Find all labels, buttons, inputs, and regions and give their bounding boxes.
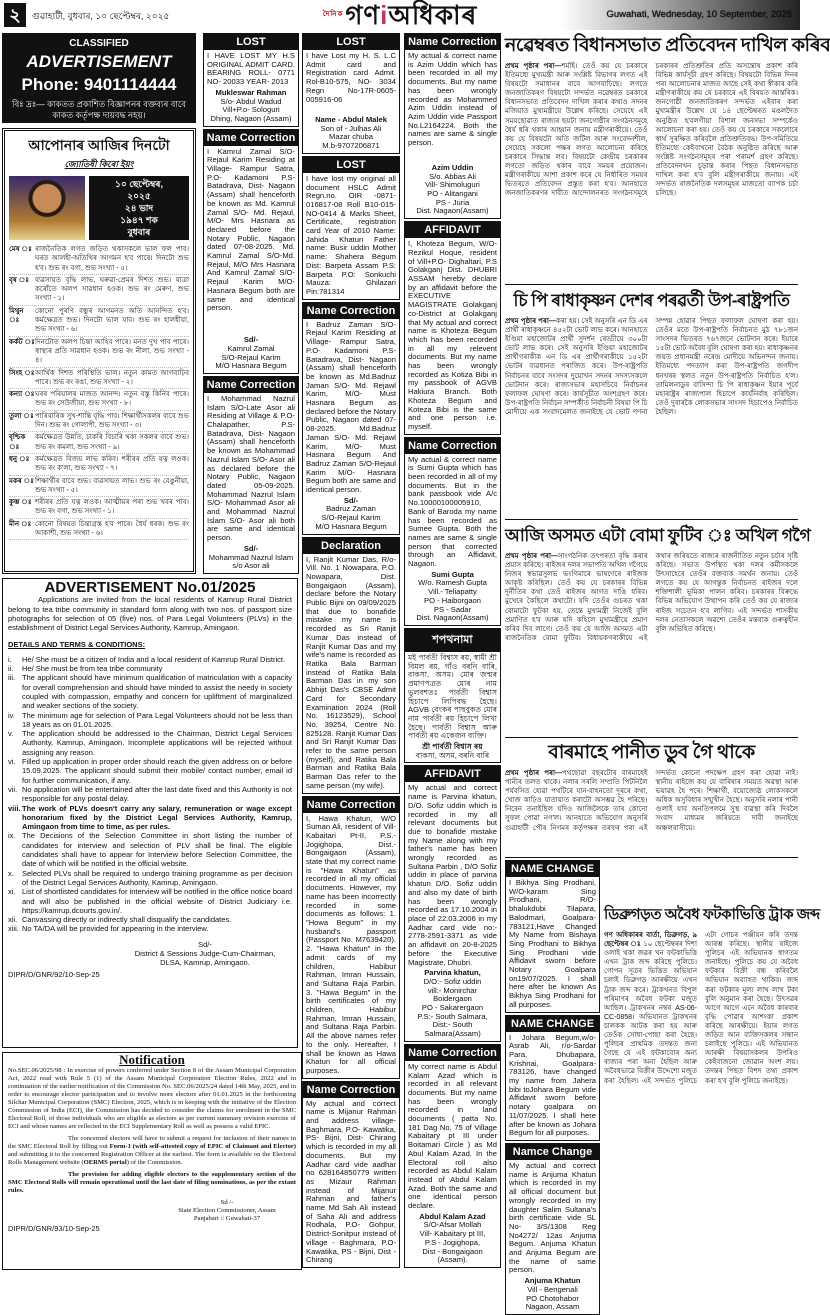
signature-line: Nagaon, Assam bbox=[525, 1302, 580, 1312]
notice-heading: Name Correction bbox=[405, 1045, 500, 1061]
notice-box bbox=[203, 33, 299, 127]
signature-line: PO - Sakarergaon bbox=[421, 1003, 484, 1013]
signature-line: Anjuma Khatun bbox=[524, 1276, 581, 1286]
item-text: The application should be addressed to the Chairman, District Legal Services Authority, Kamrup, Amingaon. Incomplete applications will be rejected without assigning any reason. bbox=[22, 729, 292, 757]
para2-text: The concerned electors will have to submit a request for inclusion of their names in the SMC Electoral Roll by filling out bbox=[8, 1135, 296, 1150]
item-number: vii. bbox=[8, 784, 18, 794]
signature-line: Dist:- South Salmara(Assam) bbox=[424, 1020, 481, 1039]
notice-body: I HAVE LOST MY H.S ORIGINAL ADMIT CARD. BEARING ROLL- 0771 NO- 20033 YEAR- 2013 bbox=[207, 51, 295, 87]
sign-name: মিথুন ঃ bbox=[9, 307, 24, 325]
article-body: পথছোৱা বছৰটোৰ বাৰমাহেই পানীৰ তলত থাকে। নলাৰ সৰলি সম্প্ৰতি পিটনিলৈ পৰ্যবসিত হোৱা পথটিৰে যান-বাহনতো দূৰৰে কথা, খোজ কাঢ়িও যাতায়াত কৰাটো অসম্ভৱ হৈ পৰিছে। নিৰেন তনাইছিল যদিও আজিলৈকে তাৰ কোনো সুফল পোৱা নগ'ল। আনহাতে অভিযোগ অনুসৰি গুৱাহাটী পৌৰ নিগমৰ কৰ্তৃপক্ষৰ তৰফৰ পৰা এই সন্দৰ্ভত কোনো পদক্ষেপ গ্ৰহণ কৰা হোৱা নাই। স্থানীয় ৰাইজে কয় যে বাৰিষাৰ সময়ত অৱস্থা আৰু ভয়াৱহ হৈ পৰে। শিক্ষাৰ্থী, বয়োজ্যেষ্ঠ লোকসকলে অধিক অসুবিধাৰ সন্মুখীন হৈছে। অনুসৰি নলাৰ পানী গুলাই যাব অনতিপলমে সুস্থ ব্যৱস্থা কৰি দিবলৈ সংবাদ মাধ্যমৰ জৰিয়তে দাবী জনাইছে অঞ্চলবাসীয়ে। bbox=[505, 770, 798, 832]
notification-title: Notification bbox=[119, 1052, 185, 1067]
notice-box bbox=[404, 1044, 501, 1268]
notice-heading: LOST bbox=[303, 157, 399, 173]
signature-line: Dist. Nagaon(Assam) bbox=[416, 206, 489, 216]
headline: আজি অসমত এটা বোমা ফুটিব ঃ অখিল গগৈ bbox=[505, 526, 811, 545]
signature-line: S/O-Rejaul Karim bbox=[321, 513, 381, 523]
terms-item bbox=[8, 869, 292, 888]
advertisement-title: ADVERTISEMENT No.01/2025 bbox=[44, 579, 256, 596]
logo-right: অধিকাৰ bbox=[388, 0, 478, 30]
terms-item bbox=[8, 887, 292, 915]
terms-item bbox=[8, 785, 292, 804]
terms-item bbox=[8, 915, 292, 924]
headline: নৱেম্বৰত বিধানসভাত প্ৰতিবেদন দাখিল কৰিব bbox=[505, 35, 830, 56]
item-text: Selected PLVs shall be required to undergo training programme as per decision of the District Legal Services Authority, Kamrup, Amingaon. bbox=[22, 868, 292, 887]
item-number: iv. bbox=[8, 710, 15, 720]
item-text: Canvassing directly or indirectly shall disqualify the candidates. bbox=[22, 915, 232, 925]
notice-heading: LOST bbox=[204, 34, 298, 50]
sign-name: মীন ঃ bbox=[9, 520, 32, 528]
sign-prediction: আৰ্থিক দিশত পৰিস্থিতি ভাল। নতুন কামত আগবাঢ়িব পাৰে। শুভ ৰং ৰঙা, শুভ সংখ্যা - ২। bbox=[35, 369, 189, 386]
sign-prediction: কোনো পুৰণি বন্ধুৰ আগমনত অতি আনন্দিত হ'ব। কৰ্মক্ষেত্ৰত শুভ। দিনটো ভাল যাব। শুভ ৰং হালধীয়া, শুভ সংখ্যা - ৬। bbox=[35, 307, 189, 334]
signature-line: Dist. Nagaon(Assam) bbox=[416, 613, 489, 623]
notice-heading: AFFIDAVIT bbox=[405, 222, 500, 238]
sign-name: বৃষ ঃ bbox=[9, 276, 29, 284]
signature-line: Vill+P.o- Sologuri bbox=[222, 105, 280, 115]
sign-name: বৃশ্চিক ঃ bbox=[9, 434, 26, 451]
signature-line: Mukleswar Rahman bbox=[215, 87, 287, 97]
signature-line: S/O-Afsar Mollah bbox=[423, 1220, 482, 1230]
notice-box bbox=[302, 537, 400, 794]
item-text: The minimum age for selection of Para Legal Volunteers should not be less than 18 years as on 01.01.2025. bbox=[22, 710, 292, 729]
horoscope-sign-row bbox=[9, 275, 189, 306]
signature-line: W/o. Ramesh Gupta bbox=[418, 578, 487, 588]
sign-prediction: পাৰিবাৰিক সুখ-শান্তি বৃদ্ধি পাব। শিক্ষাৰ্থীসকলৰ বাবে শুভ দিন। শুভ ৰং গোলাপী, শুভ সংখ্যা - ৩। bbox=[35, 412, 189, 430]
oerms-portal: OERMS portal bbox=[83, 1159, 127, 1166]
signature-line: M/O Hasnara Begum bbox=[315, 521, 387, 531]
sign-prediction: কোনো বিষয়ত চিন্তাগ্ৰস্ত হ'ব পাৰে। ধৈৰ্য ধৰক। শুভ ৰং আকাশী, শুভ সংখ্যা - ৬। bbox=[35, 520, 189, 538]
signature-line: P.S:- South Salmara, bbox=[417, 1011, 488, 1021]
dipr-reference: DIPR/D/GNR/92/10-Sep-25 bbox=[8, 969, 100, 979]
signature-line: P.S - Jogighopa, bbox=[424, 1237, 481, 1247]
item-number: xii. bbox=[8, 915, 18, 925]
notice-body: My actual and correct name is Parvina khatun, D/O. Sofiz uddin which is recorded in my all relevant documents but due to bonafide mistake my Name along with my father's name has been wrongly recorded as Sultana Parbin , D/O Sofiz uddin in place of parvina khatun D/O. Sofiz uddin and also my date of birth has been wrongly recorded as 17.10.2004 in place of 22.03.2006 in my Aadhar card vide no:- 2778-2591-3371 as vide an affidavit on 20-8-2025 before the Executive Magistrate, Dhubri. bbox=[408, 783, 497, 967]
classified-note: বিঃ দ্ৰঃ— কাকতত প্ৰকাশিত বিজ্ঞাপনৰ বক্তব্যৰ বাবে কাকত কৰ্তৃপক্ষ দায়বদ্ধ নহয়। bbox=[12, 99, 186, 120]
notice-body: I have lost my original all document HSLC Admit Regn.no. OIR -0871-016817-08 Roll B10-015-NO-0414 & Marks Sheet, Certificate, registration card Year of 2010 Name: Jahida Khatun Father name: Busir uddin Mother name: Shahera Begum Dist: Barpeta Assam P.S: Barpeta P.O: Sonkuchi Mauza: Ghilazari Pin:781314 bbox=[306, 173, 396, 296]
horoscope-date-line: ১০ ছেপ্টেম্বৰ, bbox=[115, 179, 163, 189]
signature-line: Kamrul Zamal bbox=[227, 343, 275, 353]
horoscope-signs bbox=[9, 244, 189, 540]
signatory-address: Panjabari :: Guwahati-37 bbox=[193, 1215, 261, 1222]
classified-box bbox=[2, 33, 196, 123]
logo-prefix: দৈনিক bbox=[322, 11, 344, 18]
horoscope-sign-row bbox=[9, 497, 189, 519]
logo-mid: i bbox=[380, 0, 389, 30]
sd-label: Sd /- bbox=[220, 1199, 234, 1206]
news-article-1 bbox=[505, 33, 830, 285]
signature-line: বাকসা, অসম, বৰনি বাৰি bbox=[415, 750, 490, 760]
horoscope-sign-row bbox=[9, 306, 189, 337]
terms-list bbox=[8, 655, 292, 934]
notice-body: I Bikhya Sing Prodhani, W/O-karam Sing Prodhani, R/O-bhalukdubi Tilapara, Balodmari, Goalpara-783121,Have Changed My Name from Bishaya Sing Prodhani to Bikhya Sing Prodhani vide Affidavit sworn before Notary Goalpara on19/07/2025. I shall here after be known As Bikhya Sing Prodhani for all purposes. bbox=[509, 878, 596, 1009]
article-lead: প্ৰথম পৃষ্ঠাৰ পৰা— bbox=[505, 770, 563, 777]
notice-box bbox=[404, 221, 501, 434]
date-assamese: গুৱাহাটী, বুধবাৰ, ১০ ছেপ্টেম্বৰ, ২০২৫ bbox=[32, 11, 170, 21]
notice-signature bbox=[303, 116, 399, 153]
signature-line: Sd/- bbox=[343, 495, 359, 505]
notice-signature bbox=[303, 497, 399, 534]
horoscope-sign-row bbox=[9, 368, 189, 390]
notices-column-3 bbox=[302, 33, 400, 1270]
signature-line: Vill - Bengenali bbox=[527, 1284, 578, 1294]
signature-line: Name - Abdul Malek bbox=[315, 115, 387, 125]
signature-line: Azim Uddin bbox=[431, 162, 474, 172]
notice-box bbox=[302, 1081, 400, 1268]
horoscope-sign-row bbox=[9, 244, 189, 275]
news-article-5 bbox=[604, 862, 820, 1270]
notice-body: I have Lost my H. S. L.C Admit card and Registration card Admit. Rol-B10-575, NO- 3034 Regn No-17R-0605-005916-06 bbox=[306, 51, 396, 104]
classified-phone: Phone: 9401114444 bbox=[21, 75, 177, 94]
notice-signature bbox=[405, 743, 500, 762]
horoscope-sign-row bbox=[9, 389, 189, 411]
horoscope-sign-row bbox=[9, 411, 189, 433]
signature-line: Mohammad Nazrul Islam bbox=[208, 552, 294, 562]
item-text: The Decisions of the Selection Committee in short listing the number of candidates for interview and selection of PLV shall be final. The eligible candidates shall have to appear for Interview before Selection Committee, the date of which will be notified in the official website. bbox=[22, 831, 292, 869]
signature-line: S/O-Rejaul Karim bbox=[221, 352, 281, 362]
notice-body: My actual and correct name is Mijanur Rahman and address village- Baghmara, P.O- Kawatika, PS- Bijni, Dist- Chirang which is recorded in my all documents. But my Aadhar card vide aadhar no 628164850779 written as Mizaur Rahman instead of Mijanur Rahman and father's name Md Sah Ali instead of Saha Ali and address Rodhala, P.O- Gohpur, District-Sonitpur instead of village - Baghmara, P.O- Kawatika, PS - Bijni, Dist - Chirang bbox=[306, 1098, 396, 1265]
signature-line: Mazar chuba bbox=[329, 132, 373, 142]
logo-left: গণ bbox=[345, 0, 381, 30]
article-lead: প্ৰথম পৃষ্ঠাৰ পৰা— bbox=[505, 553, 559, 560]
sign-name: সিংহ ঃ bbox=[9, 369, 35, 377]
horoscope-date-line: বুধবাৰ bbox=[127, 227, 151, 237]
notice-box bbox=[404, 628, 501, 763]
signature-line: vill:- Monirchar Boidergaon bbox=[427, 985, 478, 1004]
notice-heading: Name Correction bbox=[303, 797, 399, 813]
notice-heading: Name Correction bbox=[405, 438, 500, 454]
signature-line: Abdul Kalam Azad bbox=[419, 1211, 486, 1221]
notice-body: I Mohammad Nazrul Islam S/O-Late Asor ali Residing at Village & P.O- Chalapather, P.S- Batadrava, Dist- Nagaon (Assam) shall henceforth be known as Mohammad Nazrul Islam S/O- Asor ali as declared before the Notary Public, Nagaon dated 05-09-2025. Mohammad Nazrul Islam S/O- Mohammad Asor ali and Mohammad Nazrul Islam S/O- Asor ali both are same and identical person. bbox=[207, 393, 295, 543]
notice-heading: Declaration bbox=[303, 538, 399, 554]
classified-label: CLASSIFIED bbox=[69, 38, 129, 49]
item-number: i. bbox=[8, 654, 12, 664]
notice-heading: NAME CHANGE bbox=[506, 861, 599, 877]
horoscope-date-line: ১৯৪৭ শক bbox=[120, 215, 158, 225]
sign-prediction: শৰীৰৰ প্ৰতি যত্ন লওক। আত্মীয়ৰ পৰা শুভ খবৰ পাব। শুভ ৰং বগা, শুভ সংখ্যা - ১। bbox=[35, 499, 189, 516]
signature-line: S/o. Abbas Ali bbox=[429, 171, 476, 181]
signature-line: শ্ৰী পাৰ্বতী বিশ্বাস ৰয় bbox=[422, 742, 483, 752]
signature-line: s/o Asor ali bbox=[232, 561, 270, 571]
horoscope-author: জ্যোতিষী কিৰো ইয়ং bbox=[64, 159, 134, 169]
item-number: x. bbox=[8, 868, 14, 878]
headline: চি পি ৰাধাকৃষ্ণন দেশৰ পৰৱৰ্তী উপ-ৰাষ্ট্ৰপতি bbox=[513, 291, 790, 310]
horoscope-box bbox=[2, 128, 196, 574]
signature-line: Dist - Bongaigaon (Assam). bbox=[422, 1246, 483, 1265]
notification-signature bbox=[158, 1199, 296, 1223]
notice-body: My actual & correct name is Sumi Gupta which has been recorded in all of my documents. But in the bank passbook vide A/c No.10000100005910, Bank of Baroda my name has been recorded as Sumee Gupta. Both the names are same & single person that corrected through an Affidavit, Nagaon. bbox=[408, 454, 497, 569]
item-number: xiii. bbox=[8, 924, 19, 934]
horoscope-sign-row bbox=[9, 454, 189, 476]
item-number: vi. bbox=[8, 757, 16, 767]
notice-heading: NAME CHANGE bbox=[506, 1016, 599, 1032]
notice-body: My actual and correct name is Anjuma Khatun which is recorded in my all official document but wrongly recorded in my daughter Salim Sultana's birth certificate vide SL No- 3/S/1308 Reg No4272/ 12as Anjuma Begum. Anjuma Khatun and Anjuma Begum are the name of same person. bbox=[509, 1160, 596, 1275]
news-article-3 bbox=[505, 523, 811, 738]
horoscope-sign-row bbox=[9, 476, 189, 498]
notices-column-4 bbox=[404, 33, 501, 1270]
headline: বাৰমাহে পানীত ডুব গৈ থাকে bbox=[548, 742, 755, 763]
headline: ডিব্ৰুগড়ত অবৈধ ফটকাভিত্তি ট্ৰাক জব্দ bbox=[604, 906, 820, 923]
terms-item bbox=[8, 655, 292, 664]
signatory: State Election Commissioner, Assam bbox=[178, 1207, 276, 1214]
article-lead: প্ৰথম পৃষ্ঠাৰ পৰা— bbox=[505, 63, 562, 70]
notice-signature bbox=[405, 969, 500, 1041]
notice-signature bbox=[405, 1213, 500, 1267]
article-body: সাংগঠনিক তৎপৰতা বৃদ্ধি কৰাৰ প্ৰয়াস কৰিছে। ৰাইজৰ দলৰ সভাপতি অখিল গগৈয়ে নিজৰ স্বভাৱসুলভ ভংগিমাৰে ভাষণেৰে ৰাইজক আকৃষ্ট কৰিছিল। তেওঁ কয় যে চৰকাৰৰ বিভিন্ন দুৰ্নীতিৰ কথা তেওঁ ৰাইজৰ আগত দাঙি ধৰিব। মুখেৰে কৈছিলে কথাটো। যদি তেওঁৰ গুচৰত থকা বোমাটো ফুটকা হয়, তেন্তে মুখ্যমন্ত্ৰী নিজেই বুলি প্ৰমাণিত হ'ব আৰু যদি কহিলে মুখ্যমন্ত্ৰীয়ে প্ৰমাণ কৰিব দিব লাগে। তেওঁ কয় যে আজি অসমত এটা ৰাজনৈতিক বোমা ফুটিব। বিধায়কগৰাকীয়ে এই কথাৰ জৰিয়তে ৰাজ্যৰ ৰাজনীতিত নতুন চৰ্চাৰ সৃষ্টি কৰিছে। সভাত উপস্থিত থকা দলৰ কৰ্মীসকলে উৎসাহেৰে তেওঁৰ বক্তব্যক সমৰ্থন জনায়। তেওঁ লগতে কয় যে আগন্তুক নিৰ্বাচনত ৰাইজৰ দলে শক্তিশালী ভূমিকা পালন কৰিব। চৰকাৰৰ বিৰুদ্ধে বিভিন্ন অভিযোগ উত্থাপন কৰি তেওঁ কয় যে ৰাজ্যৰ ৰাইজ সচেতন হ'ব লাগিব। এই সন্দৰ্ভত শাসকীয় দলৰ নেতাসকলে অৱশ্যে তেওঁৰ মন্তব্যক গুৰুত্বহীন বুলি অভিহিত কৰিছে। bbox=[505, 553, 798, 642]
advertisement-signature bbox=[118, 940, 292, 968]
horoscope-sign-row bbox=[9, 432, 189, 454]
signature-line: PO Chotohabor bbox=[526, 1293, 579, 1303]
notice-heading: Name Correction bbox=[303, 1082, 399, 1098]
notice-box bbox=[404, 437, 501, 626]
terms-item bbox=[8, 729, 292, 757]
notice-heading: LOST bbox=[303, 34, 399, 50]
signature-line: Parvina khatun, bbox=[424, 968, 481, 978]
astrologer-photo bbox=[9, 176, 85, 240]
signature-line: S/o- Abdul Wadud bbox=[220, 96, 282, 106]
terms-item bbox=[8, 673, 292, 710]
item-text: The work of PLVs doesn't carry any salary, remuneration or wage except honorarium fixed by the District Legal Services Authority, Kamrup, Amingaon from time to time, as per rules. bbox=[22, 803, 292, 832]
notice-signature bbox=[405, 571, 500, 625]
article-body: কৰা হয়। সেই অনুসৰি এন ডি এৰ প্ৰাৰ্থী ৰাধাকৃষ্ণনে ৪৫২টা ভোট লাভ কৰে। আনহাতে ইণ্ডিয়া মহাজোটৰ প্ৰাৰ্থী সুদৰ্শন ৰেড্ডীয়ে ৩০০টা ভোট লাভ কৰে। সেই অনুসৰি ইণ্ডিয়া মহাজোটৰ প্ৰাৰ্থীগৰাকীক এন ডি এৰ প্ৰাৰ্থীগৰাকীয়ে ১৫২টা ভোটৰ ব্যৱধানত পৰাজিত কৰে। উপ-ৰাষ্ট্ৰপতি নিৰ্বাচনৰ বাবে সংসদৰ দুয়োখন সদনৰ সদস্যসকলে ভোটদান কৰে। ৰাজ্যসভাৰ মহাসচিবে নিৰ্বাচনৰ ফলাফল ঘোষণা কৰে। কাৰ্যসূচীত অংশগ্ৰহণ কৰে। উপ-ৰাষ্ট্ৰপতি নিৰ্বাচন সম্পৰ্কীত নিৰ্বাচনী বিষয়া পি চি মোদীয়ে এক সংবাদমেলত জনাইছে যে ভোট গণনা সম্পন্ন হোৱাৰ পিছত ফলাফল ঘোষণা কৰা হয়। তেওঁৰ মতে উপ-ৰাষ্ট্ৰপতি নিৰ্বাচনত মুঠ ৭৮১জন সাংসদৰ ভিতৰত ৭৬৭জনে ভোটদান কৰে। ইয়াৰে ১৫টা ভোট অবৈধ বুলি ঘোষণা কৰা হয়। ৰাধাকৃষ্ণনৰ জয়ত প্ৰধানমন্ত্ৰী নৰেন্দ্ৰ মোদীয়ে অভিনন্দন জনায়। ইতিমধ্যে পদত্যাগ কৰা উপ-ৰাষ্ট্ৰপতি জগদীপ ধনখৰৰ স্থলত নতুন উপ-ৰাষ্ট্ৰপতি নিৰ্বাচিত হ'ল। তামিলনাডুৰ বাসিন্দা চি পি ৰাধাকৃষ্ণন ইয়াৰ পূৰ্বে মহাৰাষ্ট্ৰৰ ৰাজ্যপাল হিচাপে কাৰ্যনিৰ্বাহ কৰিছিল। তেওঁ দুবাৰকৈ লোকসভাৰ সাংসদ হিচাপেও নিৰ্বাচিত হৈছিল। bbox=[505, 318, 798, 416]
sd-label: Sd/- bbox=[198, 939, 212, 949]
notice-body: I, Khoteza Begum, W/O- Rezikul Hoque, resident of Vill+P.O- Dighaltari, P.S Golakganj Dist. DHUBRI ASSAM hereby declare by an affidavit before the EXECUTIVE MAGISTRATE Golakganj co-District at Golakganj that My actual and correct name is Khoteza Begum which has been recorded in all my relevent documents. But my name has been wrongly recorded as Kotiza Bibi in my passbook of AGVB Hakiura Branch. Both Khoteza Begum and Koteza Bibi is the same and one person i.e. myself. bbox=[408, 239, 497, 431]
notice-body: I Johara Begum,w/o- Asrab Ali, r/o-Sardar Para, Dhubapara, Krishnai, Goalpara- 783126, have changed my name from Jahera bibi toJohara Begum vide Affidavit sworn before notary goalpara on 11/07/2025. I shall here after be known as Johara Begum for all purposes. bbox=[509, 1032, 596, 1138]
notice-box bbox=[302, 796, 400, 1079]
notice-signature bbox=[506, 1277, 599, 1314]
terms-item bbox=[8, 831, 292, 868]
horoscope-sign-row bbox=[9, 337, 189, 368]
horoscope-title: আপোনাৰ আজিৰ দিনটো bbox=[28, 137, 170, 153]
sign-prediction: কৰ্মক্ষেত্ৰত বিজয় লাভ কৰিব। শৰীৰৰ প্ৰতি যত্ন লওক। শুভ ৰং ক'লা, শুভ সংখ্যা - ৭। bbox=[35, 455, 189, 473]
notice-signature bbox=[204, 89, 298, 126]
signature-line: PO - Alitangani bbox=[427, 189, 478, 199]
notice-box bbox=[505, 860, 600, 1013]
notices-column-2 bbox=[203, 33, 299, 576]
advertisement-intro: Applications are invited from the local residents of Kamrup Rural District belong to tea tribe community in standard form along with two nos. of passport size photographs for selection of 05 (five) nos. of Para Legal Volunteers (PLVs) in the establishment of District Legal Services Authority, Kamrup, Amingaon. bbox=[8, 595, 292, 633]
sign-prediction: ব্যৱসায়ত বৃদ্ধি লাভ, ঘৰুৱা-প্ৰেমৰ দিশত শুভ। যাত্ৰা কৰোঁতে অলপ সাৱধান হওক। শুভ ৰং মেৰুণ, শুভ সংখ্যা - ১। bbox=[35, 276, 189, 303]
notice-body: মই পাৰ্বতী বিশ্বাস ৰয়, স্বামী শ্ৰী বিমল ৰয়, গাঁও বৰনি বাৰি, বাকসা, অসম। মোৰ জন্মৰ প্ৰমাণপত্ৰত মোৰ নাম ভুলবশতঃ পাৰ্বতী বিশ্বাস হিচাপে লিপিবদ্ধ হৈছে। AGVB বেংকৰ পাছবুকত মোৰ নাম পাৰ্বতী ৰয় হিচাপে লিখা হৈছে। পাৰ্বতী বিশ্বাস আৰু পাৰ্বতী ৰয় একেজন ব্যক্তি। bbox=[408, 653, 497, 741]
sign-prediction: ৰাজনৈতিক লগত জড়িত থকাসকলে ভাল ফল পাব। ঘৰত আলহী-অতিথিৰ আগমন হ'ব পাৰে। দিনটো শুভ হ'ব। শুভ ৰং বগা, শুভ সংখ্যা - ৫। bbox=[35, 246, 189, 272]
signature-line: Vill.- Teliapatty bbox=[428, 587, 477, 597]
terms-item bbox=[8, 664, 292, 673]
notice-body: I, Hawa Khatun, W/O Suman Ali, resident of Vill-Kabaitari Pt-II, P.S.- Jogighopa, Dist.- Bongaigaon (Assam), state that my correct name is "Hawa Khatun" as recorded in all my official documents. However, my name has been incorrectly recorded in some documents as follows: 1. "Howa Begum" in my husband's passport (Passport No. M7639420). 2. "Hawa Khatun" in the admit cards of my children, Habibur Rahman, Imran Hussain, and Sultana Raja Parbin. 3. "Hawa Begum" in the birth certificates of my children, Habibur Rahman, Imran Hussain, and Sultana Raja Parbin. All the above names refer to the only. Hereafter, I shall be known as Hawa Khatun for all official purposes. bbox=[306, 813, 396, 1075]
notice-body: My actual & correct name is Azim Uddin which has been recorded in all my documents. But my name has been wrongly recorded as Mohammed Azim Uddin instead of Azim Uddin vide Passport No.L2164224. Both the names are same & single person. bbox=[408, 51, 497, 148]
item-text: List of shortlisted candidates for interview will be notified in the office notice board and will also be published in the official website of District Judiciary i.e. https://kamrup.dcourts.gov.in/. bbox=[22, 887, 293, 915]
notice-heading: শপথনামা bbox=[405, 629, 500, 652]
notice-heading: Name Correction bbox=[204, 377, 298, 393]
notice-heading: Name Correction bbox=[303, 303, 399, 319]
signature-line: Sd/- bbox=[243, 543, 259, 553]
advertisement-plv bbox=[2, 578, 298, 1048]
notice-box bbox=[404, 33, 501, 219]
sign-prediction: কৰ্মক্ষেত্ৰত উন্নতি, চাকৰি বিচাৰি থকা সকলৰ বাবে শুভ। শুভ ৰং কমলা, শুভ সংখ্যা - ৯। bbox=[35, 434, 189, 451]
signature-line: Sumi Gupta bbox=[431, 569, 474, 579]
notice-box bbox=[302, 302, 400, 535]
signature-line: Vill- Kabaitary pt III, bbox=[419, 1229, 486, 1239]
signature-line: PS - Juria bbox=[435, 197, 470, 207]
notice-box bbox=[203, 376, 299, 574]
notice-signature bbox=[204, 545, 298, 573]
notice-body: I, Ranjit Kumar Das, R/o- Vill. No. 1 Nowapara, P.O. Nowapara, Dist. Bongaigaon (Assam), declare before the Notary Public Bijni on 09/09/2025 that due to bonafide mistake my name is recorded as Sri Ranjit Kumar Das instead of Ranjit Kumar Das and my wife's name is recorded as Ratika Bala Barman instead of Ratika Bala Barman Das in my son Abhijit Das's CBSE Admit Card for Secondary Examination 2024 (Roll No. 16123529), School No. 39254, Centre No. 825128. Ranjit Kumar Das and Sri Ranjit Kumar Das refer to the same person (myself), and Ratika Bala Barman and Ratika Bala Barman Das refer to the same person (my wife). bbox=[306, 554, 396, 790]
sign-name: তুলা ঃ bbox=[9, 412, 34, 420]
item-number: xi. bbox=[8, 887, 16, 897]
horoscope-date-line: ২০২৫ bbox=[127, 191, 151, 201]
horoscope-date-box bbox=[89, 176, 189, 240]
item-number: ii. bbox=[8, 664, 14, 674]
signature-line: M.b-9707206871 bbox=[322, 141, 380, 151]
notice-body: I Badruz Zaman S/O- Rejaul Karim Residing at Village- Rampur Satra, P.O- Kadamoni P.S- Batadrava, Dist- Nagaon (Assam) shall henceforth be known as Md.Badruz Jaman S/O- Md. Rejawl Karim, M/O- Must Hasnara Begum as declared before the Notary Public, Nagaon dated 07-08-2025. Md.Badruz Jaman S/O- Md. Rejawl Karim, M/O- Must Hasnara Begum And Badruz Zaman S/O-Rejaul Karim M/O- Hasnara Begum both are same and identical person. bbox=[306, 319, 396, 495]
sign-name: মেষ ঃ bbox=[9, 246, 32, 253]
signatory-office: DLSA, Kamrup, Amingaon. bbox=[160, 958, 250, 968]
terms-item bbox=[8, 711, 292, 730]
item-text: No application will be entertained after the last date fixed and this Authority is not responsible for any postal delay. bbox=[22, 784, 292, 804]
item-text: The applicant should have minimum qualification of matriculation with a capacity for overall comprehension and should have minded to assist the needy in society coupled with compassion, empathy and concern for upliftment of marginalized and weaker sections of the society. bbox=[22, 673, 292, 711]
notice-heading: Name Correction bbox=[405, 34, 500, 50]
sign-prediction: ঘৰৰ পৰিয়ালৰ মাজত আনন্দ। নতুন বস্তু কিনিব পাৰে। শুভ ৰং সেউজীয়া, শুভ সংখ্যা - ৮। bbox=[35, 391, 189, 408]
newspaper-logo bbox=[290, 0, 510, 30]
signature-line: M/O Hasnara Begum bbox=[215, 361, 287, 371]
notice-signature bbox=[405, 164, 500, 218]
dipr-reference: DIPR/D/GNR/93/10-Sep-25 bbox=[8, 1224, 100, 1233]
news-article-4 bbox=[505, 740, 798, 858]
sign-prediction: শিক্ষাৰ্থীৰ বাবে শুভ। ব্যৱসায়ত লাভ। শুভ ৰং বেঙুনীয়া, শুভ সংখ্যা - ৫। bbox=[35, 477, 189, 494]
signature-line: Vill- Shimoluguri bbox=[425, 180, 480, 190]
item-number: viii. bbox=[8, 803, 21, 813]
sign-name: কন্যা ঃ bbox=[9, 391, 35, 399]
notice-box bbox=[505, 1143, 600, 1315]
item-text: No TA/DA will be provided for appearing in the interview. bbox=[22, 924, 209, 934]
notification-para-3: The provision for adding eligible electors to the supplementary section of the SMC Electoral Rolls will remain operational until the last date of filing nominations, as per the extant rules. bbox=[8, 1171, 296, 1194]
details-heading: DETAILS AND TERMS & CONDITIONS: bbox=[8, 640, 146, 650]
signature-line: Dhing, Nagaon (Assam) bbox=[210, 113, 292, 123]
item-text: Filled up application in proper order should reach the given address on or before 15.09.2025. The applicant should submit their mobile/ contact number, email id for further communication, if any. bbox=[22, 757, 292, 785]
sec-notification bbox=[2, 1052, 302, 1270]
item-number: ix. bbox=[8, 831, 16, 841]
news-article-2 bbox=[505, 288, 798, 520]
item-number: v. bbox=[8, 729, 14, 739]
article-lead: গণ অধিকাৰৰ বাৰ্তা, ডিব্ৰুগড়, ৯ ছেপ্টেম্বৰ ঃ bbox=[604, 932, 697, 949]
horoscope-date-line: ২৪ ভাদ bbox=[124, 203, 154, 213]
notice-heading: Namce Change bbox=[506, 1144, 599, 1160]
notice-box bbox=[404, 765, 501, 1041]
signatory: District & Sessions Judge-Cum-Chairman, bbox=[134, 948, 276, 958]
sign-name: কৰ্কট ঃ bbox=[9, 338, 35, 346]
article-body: ১০ ছেপ্টেম্বৰৰ দিশা ওলাই থকা জৱৰ খন ফটকাভিত্তি এখন ট্ৰাক জব্দ কৰিছে পুলিচে। গোপন সূত্ৰৰ ভিত্তিত অভিযান চলাই ডিব্ৰুগড় আৰক্ষীয়ে এখন ট্ৰাক জব্দ কৰে। ট্ৰাকখনত বিপুল পৰিমাণৰ অবৈধ ফটকা মজুত আছিল। ট্ৰাকখনৰ নম্বৰ AS-06-CC-0858। অভিযানত ট্ৰাকখনৰ চালকক আটক কৰা হয় আৰু তেওঁক সোধা-পোছা কৰা হৈছে। পুলিচৰ প্ৰাথমিক তদন্তত জনা গৈছে যে এই ফটকাবোৰ অন্য ৰাজ্যৰ পৰা অনা হৈছিল আৰু অবৈধভাৱে বিক্ৰীৰ উদ্দেশ্যে মজুত কৰা হৈছিল। এই সন্দৰ্ভত পুলিচে এটা গোচৰ পঞ্জীয়ন কৰি তদন্ত আৰম্ভ কৰিছে। স্থানীয় ৰাইজে পুলিচৰ এই অভিযানক স্বাগতম জনাইছে। পুলিচে কয় যে অবৈধ ফটকাৰ বিক্ৰী বন্ধ কৰিবলৈ অভিযান অব্যাহত থাকিব। জব্দ কৰা ফটকাৰ মূল্য লাখ লাখ টকা বুলি অনুমান কৰা হৈছে। উৎসৱৰ আগে আগে এনে অবৈধ কাৰবাৰ বৃদ্ধি পোৱাৰ আশংকা প্ৰকাশ কৰিছে আৰক্ষীয়ে। ইয়াৰ লগত জড়িত আন ব্যক্তিসকলৰ সন্ধান চলাইছে পুলিচে। এই অভিযানত আৰক্ষী বিষয়াসকলৰ উপৰিও কেইবাজনো জোৱান অংশ লয়। তদন্তৰ পিছত বিশদ তথ্য প্ৰকাশ কৰা হ'ব বুলি পুলিচে জনাইছে। bbox=[604, 932, 798, 1085]
signature-line: PS - Sadar bbox=[433, 604, 472, 614]
article-body: শৰ্মাই। তেওঁ কয় যে চৰকাৰে ইতিমধ্যে মুখ্যমন্ত্ৰী আৰু সংশ্লিষ্ট বিভাগৰ লগত এই বিষয়টো সমাধানৰ বাবে আগবাঢ়িছে। লগতে জনজাতিকৰণ বিষয়টো সন্দৰ্ভত নৱেম্বৰত চৰকাৰে বিধানসভাত প্ৰতিবেদন দাখিল কৰাৰ কথাও সদনৰ মজিয়াত মুখ্যমন্ত্ৰীয়ে উল্লেখ কৰিছে। সেয়েহে এই সময়ছোৱাত ৰাজ্যৰ ছয়টা জনগোষ্ঠীৰ সংগঠনসমূহে ধৈৰ্য ধৰি থকাৰ আহ্বান জনায় মন্ত্ৰীগৰাকীয়ে। তেওঁ কয় যে বিষয়টো অতি জটিল আৰু সংবেদনশীল, সেয়েহে সকলো পক্ষৰ লগত আলোচনা কৰিহে চৰকাৰে সিদ্ধান্ত লব। বিষয়টো কেন্দ্ৰীয় চৰকাৰৰ লগতো জড়িত থকাৰ বাবে সময়ৰ প্ৰয়োজন। মন্ত্ৰীগৰাকীয়ে আশা প্ৰকাশ কৰে যে নিৰ্ধাৰিত সময়ৰ ভিতৰতে প্ৰতিবেদন প্ৰস্তুত কৰা হ'ব। আনহাতে জনজাতিকৰণৰ দাবীত আন্দোলনৰত সংগঠনসমূহে চৰকাৰৰ প্ৰতিশ্ৰুতিৰ প্ৰতি অসন্তোষ প্ৰকাশ কৰি বিভিন্ন কাৰ্যসূচী গ্ৰহণ কৰিছে। বিষয়টো বিভিন্ন দিনৰ পৰা আলোচনাৰ মাজত আছে সেই কথা স্বীকাৰ কৰি মন্ত্ৰীগৰাকীয়ে কয় যে চৰকাৰে এই বিষয়ত আন্তৰিক। জনগোষ্ঠী জনজাতিকৰণ সন্দৰ্ভত এইবাৰ কৰা মুখ্যমন্ত্ৰীৰ উল্লেখ যে ১৪ ছেপ্টেম্বৰত মঙলদৈত অনুষ্ঠিত হ'বলগীয়া বিশাল জনসভা সম্পৰ্কেও আলোচনা কৰা হয়। তেওঁ কয় যে চৰকাৰে সকলোৰে স্বাৰ্থ সুৰক্ষিত কৰিবলৈ প্ৰতিশ্ৰুতিবদ্ধ। উপ-সমিতিয়ে ইতিমধ্যে কেইবাখনো বৈঠক অনুষ্ঠিত কৰিছে আৰু সংশ্লিষ্ট সংগঠনসমূহৰ পৰা পৰামৰ্শ গ্ৰহণ কৰিছে। প্ৰতিবেদনখন চূড়ান্ত কৰাৰ পিছত বিধানসভাত দাখিল কৰা হ'ব বুলি মন্ত্ৰীগৰাকীয়ে জনায়। এই সন্দৰ্ভত ৰাজনৈতিক দলসমূহৰ মাজতো ব্যাপক চৰ্চা চলিছে। bbox=[505, 63, 798, 198]
notice-box bbox=[505, 1015, 600, 1141]
terms-item bbox=[8, 757, 292, 785]
para2-text-2: and submitting it to the concerned Registration Officer at the earliest. The form is available on the Electoral Rolls Management website ( bbox=[8, 1151, 296, 1166]
article-lead: প্ৰথম পৃষ্ঠাৰ পৰা— bbox=[505, 318, 556, 325]
masthead bbox=[0, 0, 800, 30]
signature-line: Son of - Julhas Ali bbox=[320, 123, 382, 133]
para2-bold: Form-1 (with self-attested copy of EPIC of Claimant and Elector) bbox=[109, 1143, 296, 1150]
page-number: ২ bbox=[4, 3, 26, 27]
notice-body: I Kamrul Zamal S/O-Rejaul Karim Residing at Village- Rampur Satra, P.O- Kadamoni P.S- Batadrava, Dist- Nagaon (Assam) shall henceforth be known as Md. Kamrul Zamal S/O- Md. Rejaul, M/O- Mrs Hasnara as declared before the Notary Public, Nagaon dated 07-08-2025. Md. Kamrul Zamal S/O-Md. Rejaul, M/O Mrs Hasnara And Kamrul Zamal S/O- Rejaul Karim M/O-Hasnara Begum both are same and identical person. bbox=[207, 146, 295, 313]
notice-box bbox=[203, 129, 299, 374]
sign-name: ধনু ঃ bbox=[9, 455, 30, 463]
sign-prediction: দিনটোত অলপ চিন্তা আহিব পাৰে। মনত দুখ পাব পাৰে। স্বাস্থ্যৰ প্ৰতি সাৱধান হওক। শুভ ৰং নীলা, শুভ সংখ্যা - ৪। bbox=[35, 338, 189, 365]
signature-line: Badruz Zaman bbox=[326, 504, 376, 514]
item-text: He/ She must be from tea tribe community bbox=[22, 664, 163, 674]
sign-name: মকৰ ঃ bbox=[9, 477, 34, 485]
item-number: iii. bbox=[8, 673, 16, 683]
terms-item bbox=[8, 804, 292, 832]
signature-line: PO - Haiborgaon bbox=[424, 595, 481, 605]
terms-item bbox=[8, 924, 292, 933]
signature-line: Sd/- bbox=[243, 335, 259, 345]
sign-name: কুম্ভ ঃ bbox=[9, 499, 32, 507]
classified-title: ADVERTISEMENT bbox=[26, 52, 172, 71]
notice-body: My correct name is Abdul Kalam Azad which is recorded in all relevant documents. But my name has been wrongly recorded in land documents ( patta No. 181 Dag No. 75 of Village Kabaitary pt III under Boitamari Circle ) as Md Abul Kalam Azad. In the Electoral roll also recorded as Abdul Kalam instead of Abdul Kalam Azad. Both the same and one identical person declare. bbox=[408, 1061, 497, 1211]
date-english: Guwahati, Wednesday, 10 September, 2025 bbox=[606, 9, 792, 20]
notice-heading: AFFIDAVIT bbox=[405, 766, 500, 782]
item-text: He/ She must be a citizen of India and a local resident of Kamrup Rural District. bbox=[22, 654, 286, 664]
notice-box bbox=[302, 156, 400, 300]
notice-signature bbox=[204, 336, 298, 373]
horoscope-sign-row bbox=[9, 519, 189, 541]
notification-para-2 bbox=[8, 1135, 296, 1167]
notices-column-5 bbox=[505, 860, 600, 1312]
notification-para-1: No.SEC.06/2025/98 : In exercise of powers conferred under Section 8 of the Assam Municipal Corporation Act, 2022 read with Rule 5 (1) of the Assam Municipal Corporation Election Rules, 2022 and in continuation of the earlier notification of the Commission No. SEC.06/2025/24 dated 14th May, 2025, and in order to encourage elector participation and to involve more electors after 01.01.2025 in the forthcoming Silchar Municipal Corporation (SMC) Election, 2025, which is in keeping with the initiative of the Election Commission of India (ECI), the Commission has decided to consider the claims for enrolment in the SMC Electoral Roll, of those individuals who are eligible as electors as per current summary revision exercise of ECI and whose names are reflected in the ECI Supplementary Roll as well as possess a valid EPIC. bbox=[8, 1067, 296, 1130]
notice-box bbox=[302, 33, 400, 154]
notice-heading: Name Correction bbox=[204, 130, 298, 146]
para2-text-3: ) of the Commission. bbox=[126, 1159, 183, 1166]
signature-line: D/O:- Sofiz uddin bbox=[423, 976, 482, 986]
